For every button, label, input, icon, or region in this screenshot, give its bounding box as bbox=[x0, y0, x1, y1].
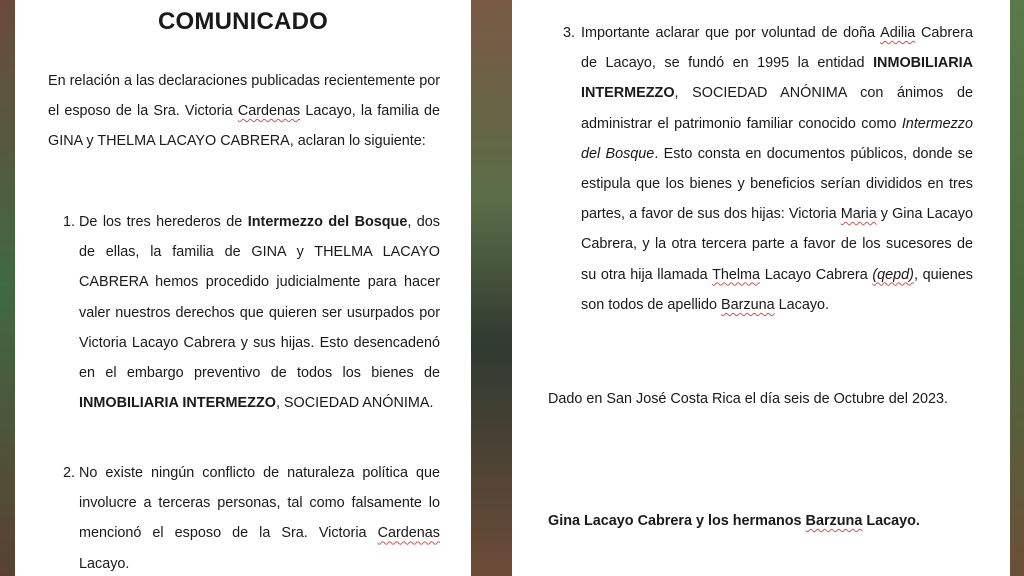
item-3-text-6: Lacayo Cabrera bbox=[760, 266, 873, 283]
item-3-text-1: Importante aclarar que por voluntad de doña bbox=[581, 25, 881, 41]
item-1-text-1: De los tres herederos de bbox=[79, 214, 248, 230]
signature-text-2: Lacayo. bbox=[862, 513, 920, 529]
intro-text-2: Lacayo, la familia de GINA y THELMA LACAYO CABRERA, aclaran lo siguiente: bbox=[48, 103, 440, 150]
left-edge-background bbox=[0, 0, 15, 576]
item-1-text-2: , dos de ellas, la familia de GINA y THELMA LACAYO CABRERA hemos procedido judicialmente para hacer valer nuestros derechos que quieren ser usurpados por Victoria Lacayo Cabrera y sus hijas. Esto desencadenó en el embargo preventivo de todos los bienes de bbox=[79, 214, 440, 382]
document-page-right bbox=[512, 0, 1010, 576]
intro-name-cardenas: Cardenas bbox=[237, 103, 301, 120]
signature-line bbox=[548, 506, 988, 536]
item-3-text-8: Lacayo. bbox=[774, 296, 830, 313]
item-1-bold-inmobiliaria: INMOBILIARIA INTERMEZZO bbox=[79, 395, 276, 412]
item-2-name-cardenas: Cardenas bbox=[377, 525, 440, 542]
item-2-text-1: No existe ningún conflicto de naturaleza política que involucre a terceras personas, tal como falsamente lo mencionó el esposo de la Sra. Victoria bbox=[79, 465, 440, 542]
item-1-paragraph bbox=[79, 207, 440, 418]
item-3-italic-intermezzo: Intermezzo del Bosque bbox=[581, 115, 973, 162]
item-3-bold-inmobiliaria: INMOBILIARIA INTERMEZZO bbox=[581, 55, 973, 102]
item-3-text-7: , quienes son todos de apellido bbox=[581, 266, 974, 313]
intro-paragraph bbox=[48, 66, 440, 157]
item-3-name-thelma: Thelma bbox=[712, 266, 761, 283]
item-1-text-3: , SOCIEDAD ANÓNIMA. bbox=[275, 395, 434, 412]
document-page-left bbox=[15, 0, 471, 576]
signature-text-1: Gina Lacayo Cabrera y los hermanos bbox=[548, 513, 806, 529]
middle-gap-background bbox=[471, 0, 512, 576]
signature-name-barzuna: Barzuna bbox=[805, 513, 863, 529]
item-2-text-2: Lacayo. bbox=[79, 555, 130, 572]
item-1-number: 1. bbox=[63, 214, 76, 230]
item-3-paragraph bbox=[581, 18, 973, 320]
item-2-paragraph bbox=[79, 458, 440, 576]
closing-paragraph: Dado en San José Costa Rica el día seis de Octubre del 2023. bbox=[548, 391, 948, 407]
item-3-number: 3. bbox=[563, 25, 576, 41]
page-title: COMUNICADO bbox=[158, 8, 328, 35]
intro-text-1: En relación a las declaraciones publicadas recientemente por el esposo de la Sra. Victoria bbox=[48, 73, 440, 120]
item-2-number: 2. bbox=[63, 465, 76, 481]
item-3-name-maria: Maria bbox=[840, 206, 877, 223]
item-3-text-2: Cabrera de Lacayo, se fundó en 1995 la entidad bbox=[581, 25, 973, 72]
item-3-text-5: y Gina Lacayo Cabrera, y la otra tercera parte a favor de los sucesores de su otra hija llamada bbox=[581, 206, 973, 283]
item-1-bold-intermezzo: Intermezzo del Bosque bbox=[247, 214, 408, 230]
item-3-text-4: . Esto consta en documentos públicos, donde se estipula que los bienes y beneficios serían divididos en tres partes, a favor de sus dos hijas: Victoria bbox=[581, 145, 973, 223]
item-3-name-barzuna: Barzuna bbox=[721, 296, 775, 313]
item-3-text-3: , SOCIEDAD ANÓNIMA con ánimos de administrar el patrimonio familiar conocido como bbox=[581, 85, 973, 132]
item-3-italic-qepd: (qepd) bbox=[872, 266, 914, 283]
item-3-name-adilia: Adilia bbox=[880, 25, 916, 41]
right-edge-background bbox=[1010, 0, 1024, 576]
